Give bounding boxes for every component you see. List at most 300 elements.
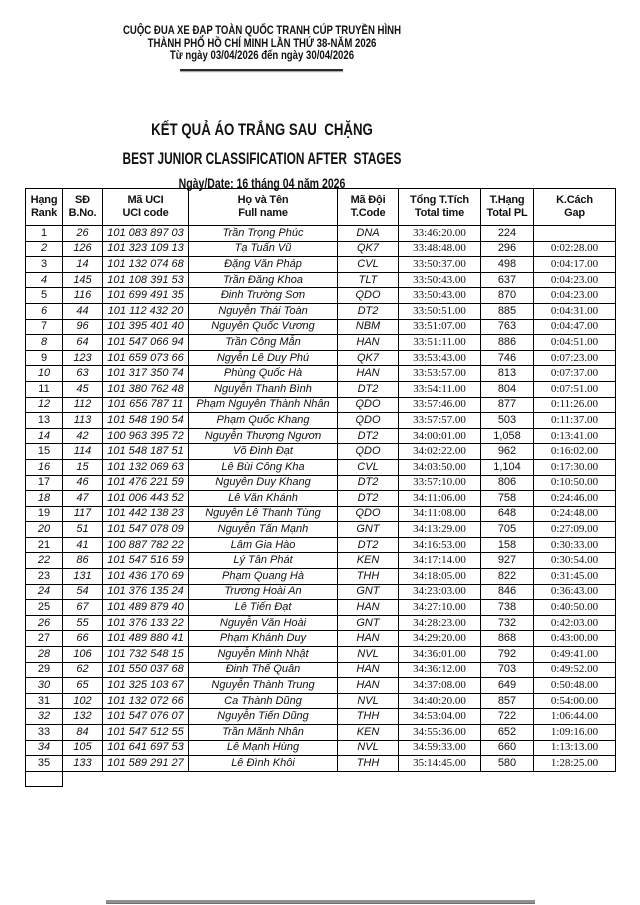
cell-gap: 1:09:16.00 bbox=[534, 725, 616, 741]
date-line: Ngày/Date: 16 tháng 04 năm 2026 bbox=[178, 176, 346, 191]
cell-gap: 0:17:30.00 bbox=[534, 459, 616, 475]
results-table bbox=[25, 188, 616, 787]
cell-pl: 652 bbox=[481, 725, 534, 741]
cell-team: HAN bbox=[338, 662, 399, 678]
cell-bno: 51 bbox=[63, 522, 103, 538]
cell-team: NVL bbox=[338, 693, 399, 709]
cell-name: Lý Tân Phát bbox=[189, 553, 338, 569]
cell-rank: 14 bbox=[26, 428, 63, 444]
cell-uci: 101 547 076 07 bbox=[103, 709, 189, 725]
cell-gap: 0:07:51.00 bbox=[534, 381, 616, 397]
cell-team: DT2 bbox=[338, 381, 399, 397]
cell-gap: 0:07:37.00 bbox=[534, 366, 616, 382]
col-header-vi: Mã Đội bbox=[350, 193, 386, 206]
cell-time: 34:40:20.00 bbox=[399, 693, 481, 709]
cell-name: Ca Thành Dũng bbox=[189, 693, 338, 709]
col-header-team bbox=[338, 189, 399, 226]
cell-bno: 117 bbox=[63, 506, 103, 522]
col-header-en: T.Code bbox=[350, 207, 386, 219]
cell-gap: 0:11:37.00 bbox=[534, 413, 616, 429]
cell-uci: 101 436 170 69 bbox=[103, 569, 189, 585]
cell-team: QDO bbox=[338, 444, 399, 460]
cell-bno: 114 bbox=[63, 444, 103, 460]
cell-time: 34:17:14.00 bbox=[399, 553, 481, 569]
col-header-en: B.No. bbox=[68, 207, 97, 219]
cell-time: 34:28:23.00 bbox=[399, 615, 481, 631]
cell-team: DT2 bbox=[338, 475, 399, 491]
header-underline bbox=[180, 69, 343, 71]
table-row bbox=[26, 756, 616, 772]
cell-rank: 32 bbox=[26, 709, 63, 725]
cell-team: QDO bbox=[338, 397, 399, 413]
cell-uci: 101 699 491 35 bbox=[103, 288, 189, 304]
col-header-vi: Tổng T.Tích bbox=[410, 193, 469, 206]
cell-team: THH bbox=[338, 709, 399, 725]
cell-uci: 101 547 512 55 bbox=[103, 725, 189, 741]
cell-uci: 101 550 037 68 bbox=[103, 662, 189, 678]
cell-gap: 0:30:54.00 bbox=[534, 553, 616, 569]
col-header-pl bbox=[481, 189, 534, 226]
cell-uci: 101 112 432 20 bbox=[103, 303, 189, 319]
cell-team: NBM bbox=[338, 319, 399, 335]
cell-uci: 101 476 221 59 bbox=[103, 475, 189, 491]
cell-uci: 101 132 069 63 bbox=[103, 459, 189, 475]
cell-team: QK7 bbox=[338, 350, 399, 366]
cell-bno: 84 bbox=[63, 725, 103, 741]
cell-uci: 101 395 401 40 bbox=[103, 319, 189, 335]
cell-time: 34:59:33.00 bbox=[399, 740, 481, 756]
hidden-cell bbox=[481, 771, 534, 787]
table-row bbox=[26, 584, 616, 600]
cell-name: Nguyễn Thượng Ngươn bbox=[189, 428, 338, 444]
cell-pl: 1,058 bbox=[481, 428, 534, 444]
cell-gap: 0:04:51.00 bbox=[534, 335, 616, 351]
cell-name: Lê Bùi Công Kha bbox=[189, 459, 338, 475]
cell-bno: 131 bbox=[63, 569, 103, 585]
cell-name: Ngyễn Lê Duy Phú bbox=[189, 350, 338, 366]
cell-rank: 7 bbox=[26, 319, 63, 335]
table-row bbox=[26, 350, 616, 366]
col-header-rank bbox=[26, 189, 63, 226]
cell-bno: 54 bbox=[63, 584, 103, 600]
col-header-en: UCI code bbox=[122, 207, 169, 219]
cell-uci: 101 589 291 27 bbox=[103, 756, 189, 772]
cell-bno: 102 bbox=[63, 693, 103, 709]
cell-rank: 10 bbox=[26, 366, 63, 382]
cell-gap: 0:04:31.00 bbox=[534, 303, 616, 319]
cell-team: TLT bbox=[338, 272, 399, 288]
table-row bbox=[26, 381, 616, 397]
cell-name: Võ Đình Đạt bbox=[189, 444, 338, 460]
cell-gap: 0:49:52.00 bbox=[534, 662, 616, 678]
hidden-cell bbox=[103, 771, 189, 787]
cell-rank: 27 bbox=[26, 631, 63, 647]
cell-uci: 101 376 133 22 bbox=[103, 615, 189, 631]
cell-time: 33:51:11.00 bbox=[399, 335, 481, 351]
cell-uci: 101 548 187 51 bbox=[103, 444, 189, 460]
cell-uci: 101 489 879 40 bbox=[103, 600, 189, 616]
footer-divider bbox=[106, 900, 535, 904]
cell-time: 33:57:57.00 bbox=[399, 413, 481, 429]
cell-name: Nguyễn Quốc Vương bbox=[189, 319, 338, 335]
col-header-en: Full name bbox=[238, 207, 288, 219]
cell-gap: 0:04:23.00 bbox=[534, 288, 616, 304]
cell-pl: 649 bbox=[481, 678, 534, 694]
cell-time: 33:53:43.00 bbox=[399, 350, 481, 366]
cell-bno: 113 bbox=[63, 413, 103, 429]
hidden-cell bbox=[63, 771, 103, 787]
cell-bno: 26 bbox=[63, 226, 103, 242]
cell-bno: 45 bbox=[63, 381, 103, 397]
col-header-name bbox=[189, 189, 338, 226]
cell-name: Tạ Tuấn Vũ bbox=[189, 241, 338, 257]
cell-rank: 4 bbox=[26, 272, 63, 288]
cell-pl: 868 bbox=[481, 631, 534, 647]
col-header-vi: T.Hạng bbox=[489, 193, 525, 206]
cell-gap: 0:02:28.00 bbox=[534, 241, 616, 257]
table-row bbox=[26, 600, 616, 616]
cell-bno: 14 bbox=[63, 257, 103, 273]
cell-gap: 0:16:02.00 bbox=[534, 444, 616, 460]
cell-time: 34:00:01.00 bbox=[399, 428, 481, 444]
cell-pl: 822 bbox=[481, 569, 534, 585]
cell-team: GNT bbox=[338, 615, 399, 631]
cell-rank: 34 bbox=[26, 740, 63, 756]
cell-rank: 6 bbox=[26, 303, 63, 319]
table-row bbox=[26, 662, 616, 678]
cell-bno: 123 bbox=[63, 350, 103, 366]
table-row bbox=[26, 475, 616, 491]
cell-time: 34:03:50.00 bbox=[399, 459, 481, 475]
cell-pl: 927 bbox=[481, 553, 534, 569]
cell-rank: 5 bbox=[26, 288, 63, 304]
cell-gap: 0:50:48.00 bbox=[534, 678, 616, 694]
cell-gap: 0:11:26.00 bbox=[534, 397, 616, 413]
cell-name: Nguyễn Văn Hoài bbox=[189, 615, 338, 631]
cell-bno: 145 bbox=[63, 272, 103, 288]
col-header-en: Total PL bbox=[486, 207, 528, 219]
cell-time: 34:23:03.00 bbox=[399, 584, 481, 600]
cell-pl: 886 bbox=[481, 335, 534, 351]
cell-team: QDO bbox=[338, 288, 399, 304]
cell-bno: 67 bbox=[63, 600, 103, 616]
cell-bno: 112 bbox=[63, 397, 103, 413]
cell-rank: 15 bbox=[26, 444, 63, 460]
cell-bno: 44 bbox=[63, 303, 103, 319]
col-header-vi: Hạng bbox=[30, 193, 58, 206]
cell-time: 33:50:51.00 bbox=[399, 303, 481, 319]
cell-team: QK7 bbox=[338, 241, 399, 257]
cell-rank: 11 bbox=[26, 381, 63, 397]
table-row bbox=[26, 491, 616, 507]
cell-team: HAN bbox=[338, 335, 399, 351]
cell-name: Nguyễn Thành Trung bbox=[189, 678, 338, 694]
cell-time: 34:18:05.00 bbox=[399, 569, 481, 585]
cell-team: DT2 bbox=[338, 428, 399, 444]
cell-time: 34:37:08.00 bbox=[399, 678, 481, 694]
cell-gap: 0:49:41.00 bbox=[534, 647, 616, 663]
col-header-vi: SĐ bbox=[75, 193, 90, 206]
cell-team: KEN bbox=[338, 725, 399, 741]
cell-pl: 870 bbox=[481, 288, 534, 304]
table-row bbox=[26, 459, 616, 475]
table-row bbox=[26, 725, 616, 741]
cell-uci: 101 132 072 66 bbox=[103, 693, 189, 709]
cell-name: Nguyễn Minh Nhật bbox=[189, 647, 338, 663]
cell-gap: 0:43:00.00 bbox=[534, 631, 616, 647]
cell-pl: 738 bbox=[481, 600, 534, 616]
cell-name: Lâm Gia Hào bbox=[189, 537, 338, 553]
cell-time: 33:50:37.00 bbox=[399, 257, 481, 273]
table-row bbox=[26, 506, 616, 522]
cell-gap: 0:24:46.00 bbox=[534, 491, 616, 507]
cell-uci: 101 317 350 74 bbox=[103, 366, 189, 382]
cell-pl: 705 bbox=[481, 522, 534, 538]
cell-name: Lê Đình Khôi bbox=[189, 756, 338, 772]
cell-gap: 0:04:47.00 bbox=[534, 319, 616, 335]
cell-rank: 24 bbox=[26, 584, 63, 600]
cell-team: QDO bbox=[338, 506, 399, 522]
cell-gap: 0:27:09.00 bbox=[534, 522, 616, 538]
cell-name: Phạm Khánh Duy bbox=[189, 631, 338, 647]
cell-rank: 28 bbox=[26, 647, 63, 663]
table-row bbox=[26, 366, 616, 382]
cell-bno: 66 bbox=[63, 631, 103, 647]
cell-team: CVL bbox=[338, 257, 399, 273]
cell-pl: 806 bbox=[481, 475, 534, 491]
cell-pl: 660 bbox=[481, 740, 534, 756]
cell-pl: 885 bbox=[481, 303, 534, 319]
cell-gap: 0:30:33.00 bbox=[534, 537, 616, 553]
cell-gap: 0:04:23.00 bbox=[534, 272, 616, 288]
empty-cell bbox=[26, 771, 63, 787]
table-row bbox=[26, 537, 616, 553]
cell-name: Phạm Nguyễn Thành Nhân bbox=[189, 397, 338, 413]
cell-uci: 101 132 074 68 bbox=[103, 257, 189, 273]
cell-pl: 857 bbox=[481, 693, 534, 709]
cell-pl: 224 bbox=[481, 226, 534, 242]
col-header-uci bbox=[103, 189, 189, 226]
col-header-en: Rank bbox=[30, 207, 58, 219]
cell-team: THH bbox=[338, 569, 399, 585]
cell-bno: 65 bbox=[63, 678, 103, 694]
cell-name: Trần Công Mẫn bbox=[189, 335, 338, 351]
cell-team: HAN bbox=[338, 678, 399, 694]
cell-team: DT2 bbox=[338, 491, 399, 507]
cell-rank: 2 bbox=[26, 241, 63, 257]
cell-team: KEN bbox=[338, 553, 399, 569]
cell-gap: 0:10:50.00 bbox=[534, 475, 616, 491]
cell-time: 33:50:43.00 bbox=[399, 272, 481, 288]
table-row bbox=[26, 288, 616, 304]
cell-name: Phạm Quang Hà bbox=[189, 569, 338, 585]
cell-gap: 0:24:48.00 bbox=[534, 506, 616, 522]
cell-name: Phạm Quốc Khang bbox=[189, 413, 338, 429]
cell-uci: 100 963 395 72 bbox=[103, 428, 189, 444]
cell-bno: 62 bbox=[63, 662, 103, 678]
cell-name: Trần Trọng Phúc bbox=[189, 226, 338, 242]
cell-rank: 8 bbox=[26, 335, 63, 351]
cell-team: HAN bbox=[338, 366, 399, 382]
cell-uci: 101 323 109 13 bbox=[103, 241, 189, 257]
cell-pl: 648 bbox=[481, 506, 534, 522]
cell-time: 33:57:46.00 bbox=[399, 397, 481, 413]
cell-rank: 29 bbox=[26, 662, 63, 678]
cell-uci: 101 548 190 54 bbox=[103, 413, 189, 429]
cell-time: 34:29:20.00 bbox=[399, 631, 481, 647]
cell-pl: 158 bbox=[481, 537, 534, 553]
cell-pl: 637 bbox=[481, 272, 534, 288]
table-row bbox=[26, 569, 616, 585]
cell-name: Phùng Quốc Hà bbox=[189, 366, 338, 382]
col-header-vi: Họ và Tên bbox=[237, 193, 289, 206]
race-header-line2: THÀNH PHỐ HỒ CHÍ MINH LẦN THỨ 38-NĂM 2026 bbox=[147, 35, 377, 50]
cell-uci: 101 489 880 41 bbox=[103, 631, 189, 647]
cell-pl: 877 bbox=[481, 397, 534, 413]
classification-title-en: BEST JUNIOR CLASSIFICATION AFTER STAGES bbox=[122, 150, 402, 168]
cell-time: 33:50:43.00 bbox=[399, 288, 481, 304]
cell-team: HAN bbox=[338, 631, 399, 647]
cell-rank: 17 bbox=[26, 475, 63, 491]
cell-pl: 763 bbox=[481, 319, 534, 335]
cell-uci: 101 656 787 11 bbox=[103, 397, 189, 413]
table-row bbox=[26, 226, 616, 242]
cell-bno: 133 bbox=[63, 756, 103, 772]
table-row bbox=[26, 709, 616, 725]
cell-uci: 101 006 443 52 bbox=[103, 491, 189, 507]
cell-time: 35:14:45.00 bbox=[399, 756, 481, 772]
cell-rank: 18 bbox=[26, 491, 63, 507]
hidden-cell bbox=[534, 771, 616, 787]
cell-bno: 116 bbox=[63, 288, 103, 304]
header-row bbox=[26, 189, 616, 226]
cell-team: GNT bbox=[338, 522, 399, 538]
cell-uci: 101 732 548 15 bbox=[103, 647, 189, 663]
classification-title-vi: KẾT QUẢ ÁO TRẮNG SAU CHẶNG bbox=[151, 120, 373, 139]
cell-rank: 13 bbox=[26, 413, 63, 429]
cell-team: CVL bbox=[338, 459, 399, 475]
cell-gap: 1:28:25.00 bbox=[534, 756, 616, 772]
cell-time: 33:48:48.00 bbox=[399, 241, 481, 257]
cell-time: 34:02:22.00 bbox=[399, 444, 481, 460]
col-header-vi: K.Cách bbox=[556, 193, 593, 206]
cell-uci: 101 442 138 23 bbox=[103, 506, 189, 522]
cell-bno: 46 bbox=[63, 475, 103, 491]
cell-bno: 42 bbox=[63, 428, 103, 444]
cell-bno: 105 bbox=[63, 740, 103, 756]
cell-bno: 86 bbox=[63, 553, 103, 569]
cell-uci: 101 380 762 48 bbox=[103, 381, 189, 397]
cell-time: 34:36:01.00 bbox=[399, 647, 481, 663]
cell-time: 34:13:29.00 bbox=[399, 522, 481, 538]
race-header-line1: CUỘC ĐUA XE ĐẠP TOÀN QUỐC TRANH CÚP TRUYỀN HÌNH bbox=[122, 23, 402, 37]
cell-team: NVL bbox=[338, 647, 399, 663]
cell-pl: 962 bbox=[481, 444, 534, 460]
cell-time: 34:11:08.00 bbox=[399, 506, 481, 522]
table-row bbox=[26, 631, 616, 647]
cell-bno: 63 bbox=[63, 366, 103, 382]
cell-team: THH bbox=[338, 756, 399, 772]
cell-time: 33:53:57.00 bbox=[399, 366, 481, 382]
table-row bbox=[26, 615, 616, 631]
cell-gap: 0:40:50.00 bbox=[534, 600, 616, 616]
cell-bno: 55 bbox=[63, 615, 103, 631]
cell-rank: 12 bbox=[26, 397, 63, 413]
cell-team: HAN bbox=[338, 600, 399, 616]
cell-name: Đặng Văn Pháp bbox=[189, 257, 338, 273]
cell-name: Trần Mãnh Nhân bbox=[189, 725, 338, 741]
col-header-vi: Mã UCI bbox=[127, 193, 164, 206]
cell-uci: 101 547 516 59 bbox=[103, 553, 189, 569]
cell-pl: 813 bbox=[481, 366, 534, 382]
cell-time: 34:36:12.00 bbox=[399, 662, 481, 678]
table-row bbox=[26, 303, 616, 319]
cell-pl: 792 bbox=[481, 647, 534, 663]
cell-uci: 101 547 066 94 bbox=[103, 335, 189, 351]
race-header bbox=[0, 24, 524, 62]
cell-rank: 23 bbox=[26, 569, 63, 585]
cell-name: Nguyễn Lê Thanh Tùng bbox=[189, 506, 338, 522]
cell-rank: 21 bbox=[26, 537, 63, 553]
cell-name: Nguyễn Duy Khang bbox=[189, 475, 338, 491]
cell-rank: 9 bbox=[26, 350, 63, 366]
cell-pl: 722 bbox=[481, 709, 534, 725]
cell-name: Nguyễn Thái Toàn bbox=[189, 303, 338, 319]
table-row bbox=[26, 319, 616, 335]
cell-gap: 0:04:17.00 bbox=[534, 257, 616, 273]
cell-name: Trần Đăng Khoa bbox=[189, 272, 338, 288]
table-row bbox=[26, 647, 616, 663]
cell-rank: 31 bbox=[26, 693, 63, 709]
race-header-line3: Từ ngày 03/04/2026 đến ngày 30/04/2026 bbox=[169, 48, 355, 62]
cell-pl: 1,104 bbox=[481, 459, 534, 475]
cell-name: Lê Mạnh Hùng bbox=[189, 740, 338, 756]
cell-rank: 16 bbox=[26, 459, 63, 475]
table-row bbox=[26, 335, 616, 351]
col-header-en: Gap bbox=[564, 207, 585, 219]
cell-name: Đinh Trường Sơn bbox=[189, 288, 338, 304]
cell-gap: 1:13:13.00 bbox=[534, 740, 616, 756]
cell-team: DT2 bbox=[338, 537, 399, 553]
cell-gap: 0:13:41.00 bbox=[534, 428, 616, 444]
table-row bbox=[26, 740, 616, 756]
cell-gap: 1:06:44.00 bbox=[534, 709, 616, 725]
table-row bbox=[26, 678, 616, 694]
cell-team: NVL bbox=[338, 740, 399, 756]
cell-time: 34:55:36.00 bbox=[399, 725, 481, 741]
cell-gap: 0:36:43.00 bbox=[534, 584, 616, 600]
cell-team: DT2 bbox=[338, 303, 399, 319]
cell-uci: 100 887 782 22 bbox=[103, 537, 189, 553]
cell-uci: 101 325 103 67 bbox=[103, 678, 189, 694]
cell-pl: 580 bbox=[481, 756, 534, 772]
cell-gap: 0:31:45.00 bbox=[534, 569, 616, 585]
table-row bbox=[26, 257, 616, 273]
col-header-bno bbox=[63, 189, 103, 226]
cell-uci: 101 108 391 53 bbox=[103, 272, 189, 288]
table-row bbox=[26, 272, 616, 288]
cell-pl: 746 bbox=[481, 350, 534, 366]
empty-continuation-row bbox=[26, 771, 616, 787]
cell-name: Đinh Thế Quân bbox=[189, 662, 338, 678]
cell-gap: 0:42:03.00 bbox=[534, 615, 616, 631]
cell-rank: 3 bbox=[26, 257, 63, 273]
cell-name: Lê Tiến Đạt bbox=[189, 600, 338, 616]
cell-team: QDO bbox=[338, 413, 399, 429]
cell-gap: 0:54:00.00 bbox=[534, 693, 616, 709]
cell-rank: 20 bbox=[26, 522, 63, 538]
table-row bbox=[26, 397, 616, 413]
